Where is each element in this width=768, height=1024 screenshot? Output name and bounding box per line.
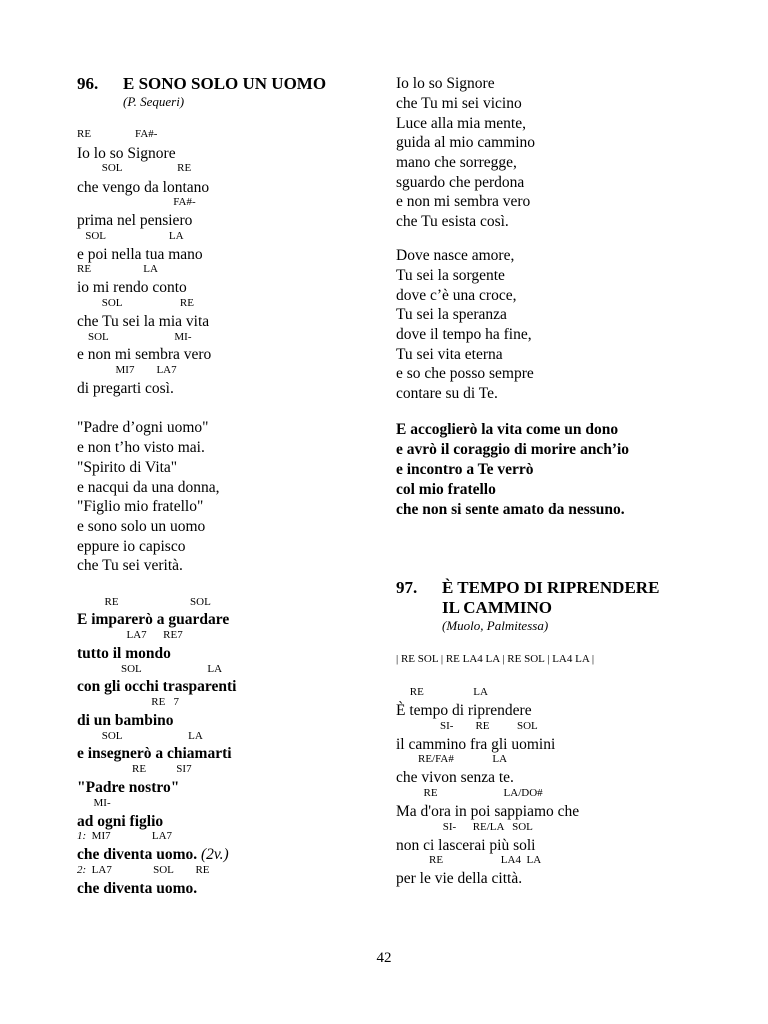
song-97-title-line-2: IL CAMMINO [442,598,553,617]
lyric-line: sguardo che perdona [396,174,525,191]
lyric-line: dove il tempo ha fine, [396,326,532,343]
chord-line: LA7 RE7 [77,629,183,641]
lyric-line: il cammino fra gli uomini [396,736,556,753]
lyric-line: di pregarti così. [77,380,174,397]
chorus-line: che diventa uomo. [77,880,198,897]
lyric-line: Tu sei la speranza [396,306,507,323]
chord-text: MI7 LA7 [86,830,173,842]
chord-line: SOL LA [77,730,203,742]
chorus-line: col mio fratello [396,481,496,498]
lyric-line: "Figlio mio fratello" [77,498,204,515]
song-96-author: (P. Sequeri) [123,94,185,109]
lyric-line: eppure io capisco [77,538,186,555]
chord-line: RE LA [396,686,488,698]
chord-text: LA7 SOL RE [86,864,210,876]
chord-line: RE LA [77,263,158,275]
lyric-line: Tu sei la sorgente [396,267,505,284]
lyric-line: Io lo so Signore [77,145,176,162]
repeat-marker: (2v.) [197,846,229,863]
lyric-line: e nacqui da una donna, [77,479,220,496]
lyric-line: e non t’ho visto mai. [77,439,205,456]
lyric-line: "Spirito di Vita" [77,459,178,476]
lyric-line: Dove nasce amore, [396,247,515,264]
intro-chords: | RE SOL | RE LA4 LA | RE SOL | LA4 LA | [396,653,595,665]
lyric-line: È tempo di riprendere [396,702,532,719]
chord-line: MI7 LA7 [77,364,177,376]
chord-line: RE SI7 [77,763,192,775]
chorus-line: E accoglierò la vita come un dono [396,421,619,438]
lyric-line: che vengo da lontano [77,179,210,196]
chorus-line [77,845,229,864]
chorus-line: che non si sente amato da nessuno. [396,501,625,518]
page-number: 42 [376,950,392,966]
chord-line: RE 7 [77,696,180,708]
chorus-line: e incontro a Te verrò [396,461,534,478]
chord-line: MI- [77,797,111,809]
lyric-line: e non mi sembra vero [396,193,531,210]
chord-line [77,830,172,842]
lyric-line: dove c’è una croce, [396,287,517,304]
chorus-line: ad ogni figlio [77,813,164,830]
lyric-line: Ma d'ora in poi sappiamo che [396,803,580,820]
chorus-text: che diventa uomo. [77,846,198,863]
song-97-number: 97. [396,578,418,597]
lyric-line: mano che sorregge, [396,154,517,171]
lyric-line: prima nel pensiero [77,212,193,229]
lyric-line: e so che posso sempre [396,365,534,382]
chord-line: RE LA/DO# [396,787,543,799]
chord-line: SOL RE [77,162,192,174]
chord-line: SOL LA [77,230,184,242]
chorus-line: tutto il mondo [77,645,171,662]
chorus-line: e insegnerò a chiamarti [77,745,232,762]
chord-line: RE LA4 LA [396,854,542,866]
alt-marker: 2: [77,864,87,876]
chorus-line: di un bambino [77,712,174,729]
lyric-line: guida al mio cammino [396,134,536,151]
song-97-author: (Muolo, Palmitessa) [442,618,549,633]
lyric-line: Tu sei vita eterna [396,346,503,363]
lyric-line: che vivon senza te. [396,769,514,786]
lyric-line: Luce alla mia mente, [396,115,526,132]
lyric-line: e non mi sembra vero [77,346,212,363]
song-97-title-line-1: È TEMPO DI RIPRENDERE [442,578,660,597]
chord-line: SI- RE/LA SOL [396,821,533,833]
lyric-line: "Padre d’ogni uomo" [77,419,209,436]
chorus-line: con gli occhi trasparenti [77,678,237,695]
chord-line: SOL RE [77,297,194,309]
lyric-line: contare su di Te. [396,385,498,402]
lyric-line: non ci lascerai più soli [396,837,536,854]
chord-line: SI- RE SOL [396,720,538,732]
chord-line: SOL LA [77,663,223,675]
chord-line: FA#- [77,196,196,208]
chord-line [77,864,210,876]
chord-line: RE FA#- [77,128,158,140]
lyric-line: che Tu esista così. [396,213,509,230]
song-96-number: 96. [77,74,99,93]
lyric-line: e poi nella tua mano [77,246,203,263]
song-96-title: E SONO SOLO UN UOMO [123,74,327,93]
lyric-line: che Tu sei verità. [77,557,183,574]
chorus-line: "Padre nostro" [77,779,180,796]
chord-line: RE SOL [77,596,211,608]
alt-marker: 1: [77,830,87,842]
lyric-line: che Tu mi sei vicino [396,95,522,112]
chord-line: SOL MI- [77,331,192,343]
lyric-line: io mi rendo conto [77,279,187,296]
chorus-line: E imparerò a guardare [77,611,230,628]
lyric-line: per le vie della città. [396,870,523,887]
lyric-line: che Tu sei la mia vita [77,313,210,330]
lyric-line: e sono solo un uomo [77,518,206,535]
chord-line: RE/FA# LA [396,753,508,765]
chorus-line: e avrò il coraggio di morire anch’io [396,441,630,458]
lyric-line: Io lo so Signore [396,75,495,92]
